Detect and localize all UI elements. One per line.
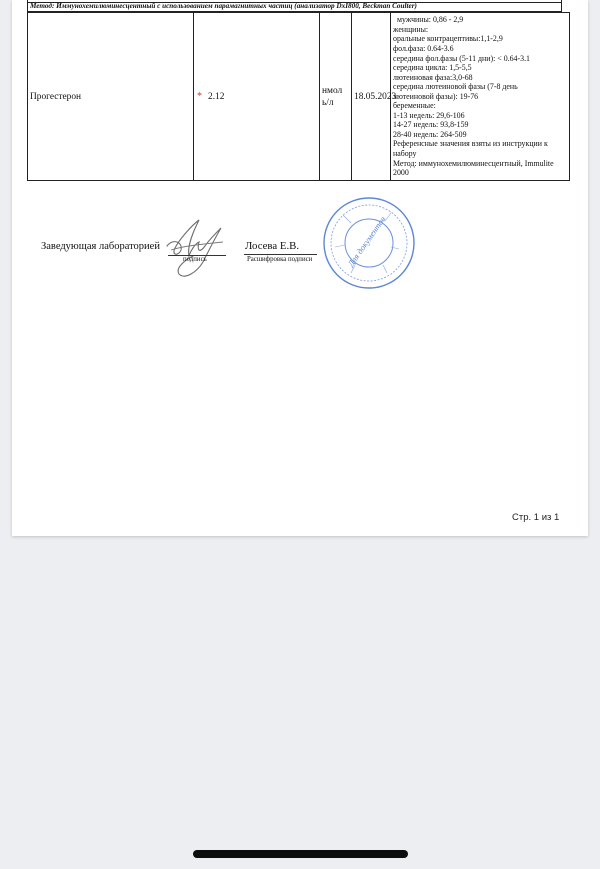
abnormal-flag-icon: * [197, 91, 202, 102]
reference-line: середина цикла: 1,5-5,5 [393, 63, 472, 73]
test-value: 2.12 [208, 92, 225, 102]
reference-line: лютеиновая фаза:3,0-68 [393, 72, 473, 82]
test-name: Прогестерон [30, 91, 82, 102]
home-indicator-bar[interactable] [193, 850, 408, 858]
stamp-center-text: Для документов [345, 214, 388, 269]
signer-name: Лосева Е.В. [245, 240, 300, 252]
handwritten-signature-icon [163, 216, 233, 284]
page-number: Стр. 1 из 1 [512, 512, 560, 523]
reference-line: фол.фаза: 0.64-3.6 [393, 43, 454, 53]
reference-line: 28-40 недель: 264-509 [393, 129, 467, 139]
round-stamp-icon [321, 195, 417, 291]
reference-line: 1-13 недель: 29,6-106 [393, 110, 465, 120]
reference-line: середина лютеиновой фазы (7-8 день [393, 82, 518, 92]
test-date: 18.05.2023 [354, 91, 397, 102]
signature-block [0, 0, 600, 300]
reference-line: лютеиновой фазы): 19-76 [393, 91, 479, 101]
test-unit: нмоль/л [322, 85, 343, 108]
method-header-text: Метод: Иммунохемилюминесцентный с использованием парамагнитных частиц (анализатор DxI800, Beckman Coulter) [30, 2, 417, 10]
reference-line: 14-27 недель: 93,8-159 [393, 120, 469, 130]
reference-line: Метод: иммунохемилюминесцентный, Immulite 2000 [393, 158, 554, 178]
reference-line: середина фол.фазы (5-11 дни): < 0.64-3.1 [393, 53, 530, 63]
signature-caption: подпись [183, 256, 207, 263]
name-caption: Расшифровка подписи [247, 256, 313, 263]
reference-line: мужчины: 0,86 - 2,9 [397, 15, 464, 25]
name-line [244, 254, 317, 255]
reference-line: Референсные значения взяты из инструкции к набору [393, 139, 548, 158]
reference-line: оральные контрацептивы:1,1-2,9 [393, 34, 503, 44]
reference-line: беременные: [393, 101, 436, 111]
head-of-lab-label: Заведующая лабораторией [41, 241, 160, 252]
reference-line: женщины: [393, 24, 429, 34]
